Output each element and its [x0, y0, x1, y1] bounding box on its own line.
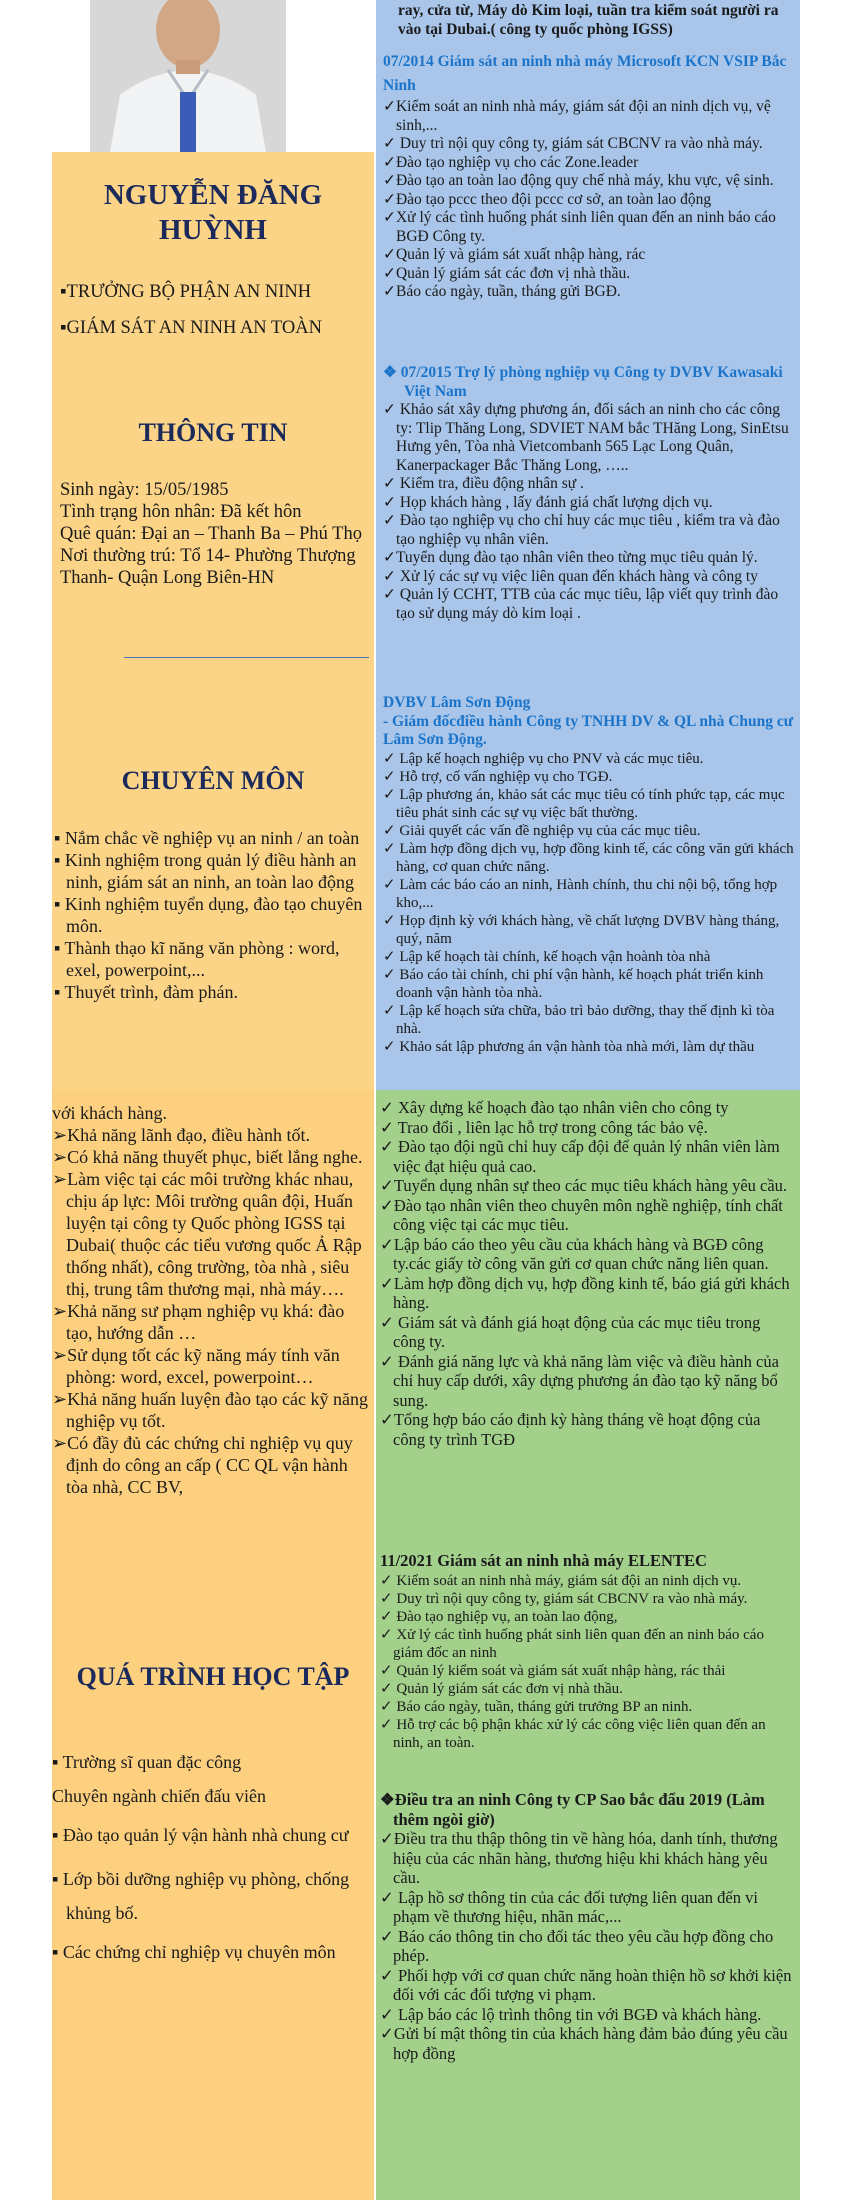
job-4-item: ✓ Báo cáo ngày, tuần, tháng gửi trưởng BP an ninh. [380, 1699, 693, 1715]
job-1-item: ✓Quản lý giám sát các đơn vị nhà thầu. [383, 264, 631, 282]
job-4-title: 11/2021 Giám sát an ninh nhà máy ELENTEC [380, 1551, 707, 1570]
experience-intro-text: ray, cửa từ, Máy dò Kim loại, tuần tra kiểm soát người ra vào tại Dubai.( công ty quốc phòng IGSS) [398, 2, 779, 38]
job-3-item: ✓ Hỗ trợ, cố vấn nghiệp vụ cho TGĐ. [383, 768, 613, 785]
job-3-more-item: ✓ Giám sát và đánh giá hoạt động của các mục tiêu trong công ty. [380, 1312, 761, 1351]
job-2-item: ✓ Khảo sát xây dựng phương án, đối sách an ninh cho các công ty: Tlip Thăng Long, SDVIET NAM bắc THăng Long, SinEtsu Hưng yên, Tòa nhà Vietcombanh 565 Lạc Long Quân, Kanerpackager Bắc Thăng Long, ….. [383, 401, 789, 474]
job-1-title: 07/2014 Giám sát an ninh nhà máy Microsoft KCN VSIP Bắc Ninh [383, 53, 787, 94]
job-2-item: ✓Tuyển dụng đào tạo nhân viên theo từng mục tiêu quản lý. [383, 549, 758, 566]
info-marital: Tình trạng hôn nhân: Đã kết hôn [60, 502, 302, 522]
job-3-more-item: ✓Làm hợp đồng dịch vụ, hợp đồng kinh tế, báo giá gửi khách hàng. [380, 1273, 790, 1312]
job-4-item: ✓ Kiểm soát an ninh nhà máy, giám sát đội an ninh dịch vụ. [380, 1573, 742, 1589]
role-2: ▪GIÁM SÁT AN NINH AN TOÀN [60, 318, 322, 338]
job-2-item: ✓ Xử lý các sự vụ việc liên quan đến khách hàng và công ty [383, 567, 758, 585]
skill-more-item: với khách hàng. [52, 1103, 167, 1123]
job-4-item: ✓ Quản lý kiểm soát và giám sát xuất nhập hàng, rác thải [380, 1663, 726, 1679]
job-2-item: ✓ Kiểm tra, điều động nhân sự . [383, 475, 584, 492]
job-4-item: ✓ Duy trì nội quy công ty, giám sát CBCNV ra vào nhà máy. [380, 1591, 748, 1607]
job-3-item: ✓ Làm hợp đồng dịch vụ, hợp đồng kinh tế, các công văn gửi khách hàng, cơ quan chức năng. [383, 840, 794, 875]
education-item: Chuyên ngành chiến đấu viên [52, 1786, 266, 1806]
education-list [52, 1750, 370, 1964]
skills-list [54, 827, 369, 1003]
job-2-item: ✓ Họp khách hàng , lấy đánh giá chất lượng dịch vụ. [383, 493, 713, 511]
job-2-item: ✓ Đào tạo nghiệp vụ cho chỉ huy các mục tiêu , kiểm tra và đào tạo nghiệp vụ nhân viên. [383, 512, 780, 548]
skill-more-item: ➢Khả năng sư phạm nghiệp vụ khá: đào tạo, hướng dẫn … [52, 1301, 345, 1343]
education-item: ▪ Trường sĩ quan đặc công [52, 1752, 242, 1772]
job-5-item: ✓ Phối hợp với cơ quan chức năng hoàn thiện hồ sơ khởi kiện đối với các đối tượng vi phạm. [380, 1965, 792, 2004]
profile-photo [90, 0, 286, 152]
job-2-item: ✓ Quản lý CCHT, TTB của các mục tiêu, lập viết quy trình đào tạo sử dụng máy dò kim loại . [383, 586, 779, 622]
job-2-title: ❖ 07/2015 Trợ lý phòng nghiệp vụ Công ty DVBV Kawasaki Việt Nam [383, 364, 783, 400]
job-5-title: ❖Điều tra an ninh Công ty CP Sao bắc đẩu 2019 (Làm thêm ngòi giờ) [380, 1790, 765, 1829]
job-3-item: ✓ Giải quyết các vấn đề nghiệp vụ của các mục tiêu. [383, 822, 701, 839]
job-4-item: ✓ Hỗ trợ các bộ phận khác xử lý các công việc liên quan đến an ninh, an toàn. [380, 1717, 766, 1751]
experience-intro [398, 2, 793, 39]
skill-more-item: ➢Sử dụng tốt các kỹ năng máy tính văn phòng: word, excel, powerpoint… [52, 1345, 340, 1387]
education-item: ▪ Lớp bồi dưỡng nghiệp vụ phòng, chống khủng bố. [52, 1869, 350, 1923]
job-3-more-item: ✓ Trao đổi , liên lạc hỗ trợ trong công tác bảo vệ. [380, 1117, 708, 1137]
skill-item: ▪ Kinh nghiệm trong quản lý điều hành an ninh, giám sát an ninh, an toàn lao động [54, 850, 357, 892]
job-1-item: ✓Xử lý các tình huống phát sinh liên quan đến an ninh báo cáo BGĐ Công ty. [383, 209, 776, 245]
job-1-item: ✓Quản lý và giám sát xuất nhập hàng, rác [383, 246, 646, 263]
job-3-item: ✓ Lập kế hoạch nghiệp vụ cho PNV và các mục tiêu. [383, 750, 704, 767]
job-3-more-item: ✓Lập báo cáo theo yêu cầu của khách hàng và BGĐ công ty.các giấy tờ công văn gửi cơ quan chức năng liên quan. [380, 1234, 769, 1273]
job-3-item: ✓ Họp định kỳ với khách hàng, về chất lượng DVBV hàng tháng, quý, năm [383, 912, 780, 947]
job-2 [383, 364, 795, 623]
skill-item: ▪ Nắm chắc về nghiệp vụ an ninh / an toàn [54, 828, 360, 848]
job-3-title: - Giám đốcđiều hành Công ty TNHH DV & QL nhà Chung cư Lâm Sơn Động. [383, 712, 794, 748]
job-4 [380, 1550, 795, 1752]
job-5-item: ✓ Báo cáo thông tin cho đối tác theo yêu cầu hợp đồng cho phép. [380, 1926, 774, 1965]
info-birth: Sinh ngày: 15/05/1985 [60, 480, 229, 500]
job-3-item: ✓ Làm các báo cáo an ninh, Hành chính, thu chi nội bộ, tổng hợp kho,... [383, 876, 778, 911]
skill-more-item: ➢Có đầy đủ các chứng chỉ nghiệp vụ quy định do công an cấp ( CC QL vận hành tòa nhà, CC BV, [52, 1433, 353, 1497]
job-5-item: ✓Gửi bí mật thông tin của khách hàng đảm bảo đúng yêu cầu hợp đồng [380, 2024, 788, 2063]
skill-item: ▪ Kinh nghiệm tuyển dụng, đào tạo chuyên môn. [54, 894, 363, 936]
job-5 [380, 1790, 795, 2063]
job-3 [383, 694, 795, 1056]
education-item: ▪ Các chứng chỉ nghiệp vụ chuyên môn [52, 1942, 336, 1962]
job-4-item: ✓ Xử lý các tình huống phát sinh liên quan đến an ninh báo cáo giám đốc an ninh [380, 1627, 764, 1661]
education-item: ▪ Đào tạo quản lý vận hành nhà chung cư [52, 1825, 349, 1845]
skill-more-item: ➢Khả năng huấn luyện đào tạo các kỹ năng nghiệp vụ tốt. [52, 1389, 368, 1431]
job-3-more-item: ✓ Đào tạo đội ngũ chỉ huy cấp đội để quản lý nhân viên làm việc đạt hiệu quả cao. [380, 1137, 780, 1176]
skill-item: ▪ Thành thạo kĩ năng văn phòng : word, exel, powerpoint,... [54, 938, 340, 980]
info-block [60, 479, 370, 589]
info-residence: Nơi thường trú: Tổ 14- Phường Thượng Thanh- Quận Long Biên-HN [60, 546, 356, 588]
job-5-item: ✓Điều tra thu thập thông tin về hàng hóa, danh tính, thương hiệu của các nhãn hàng, thương hiệu khi khách hàng yêu cầu. [380, 1829, 778, 1887]
job-3-item: ✓ Lập kế hoạch tài chính, kế hoạch vận hoành tòa nhà [383, 948, 711, 965]
info-section-title: THÔNG TIN [138, 418, 288, 447]
job-5-item: ✓ Lập báo các lộ trình thông tin với BGĐ và khách hàng. [380, 2004, 762, 2024]
skill-more-item: ➢Làm việc tại các môi trường khác nhau, chịu áp lực: Môi trường quân đội, Huấn luyện tại công ty Quốc phòng IGSS tại Dubai( thuộc các tiểu vương quốc Ả Rập thống nhất), công trường, tòa nhà , siêu thị, trung tâm thương mại, nhà máy…. [52, 1169, 362, 1299]
skill-item: ▪ Thuyết trình, đàm phán. [54, 982, 239, 1002]
job-1-item: ✓ Duy trì nội quy công ty, giám sát CBCNV ra vào nhà máy. [383, 135, 763, 152]
job-1-item: ✓Kiểm soát an ninh nhà máy, giám sát đội an ninh dịch vụ, vệ sinh,... [383, 98, 771, 134]
skills-section-title: CHUYÊN MÔN [121, 766, 305, 795]
job-1-item: ✓Đào tạo an toàn lao động quy chế nhà máy, khu vực, vệ sinh. [383, 172, 774, 189]
job-1-item: ✓Đào tạo nghiệp vụ cho các Zone.leader [383, 153, 639, 171]
job-1-item: ✓Đào tạo pccc theo đội pccc cơ sở, an toàn lao động [383, 190, 712, 208]
education-section-title: QUÁ TRÌNH HỌC TẬP [76, 1662, 350, 1691]
job-3-item: ✓ Lập phương án, khảo sát các mục tiêu có tính phức tạp, các mục tiêu phát sinh các sự vụ việc bất thường. [383, 786, 785, 821]
job-3-item: ✓ Lập kế hoạch sửa chữa, bảo trì bảo dưỡng, thay thế định kì tòa nhà. [383, 1002, 775, 1037]
job-3-item: ✓ Khảo sát lập phương án vận hành tòa nhà mới, làm dự thầu [383, 1038, 755, 1055]
skills-continued-list [52, 1102, 370, 1498]
skill-more-item: ➢Có khả năng thuyết phục, biết lắng nghe. [52, 1147, 363, 1167]
candidate-name: NGUYỄN ĐĂNG HUỲNH [103, 179, 323, 246]
job-3-more-item: ✓Tuyển dụng nhân sự theo các mục tiêu khách hàng yêu cầu. [380, 1176, 788, 1195]
job-1-item: ✓Báo cáo ngày, tuần, tháng gửi BGĐ. [383, 283, 621, 300]
info-hometown: Quê quán: Đại an – Thanh Ba – Phú Thọ [60, 524, 362, 544]
job-3-more-item: ✓Tổng hợp báo cáo định kỳ hàng tháng về hoạt động của công ty trình TGĐ [380, 1410, 761, 1449]
job-3-continued [380, 1098, 795, 1449]
divider-line [124, 657, 369, 658]
job-3-item: ✓ Báo cáo tài chính, chi phí vận hành, kế hoạch phát triển kinh doanh vận hành tòa nhà. [383, 966, 764, 1001]
job-4-item: ✓ Quản lý giám sát các đơn vị nhà thầu. [380, 1681, 623, 1697]
skill-more-item: ➢Khả năng lãnh đạo, điều hành tốt. [52, 1125, 311, 1145]
job-4-item: ✓ Đào tạo nghiệp vụ, an toàn lao động, [380, 1609, 618, 1625]
job-5-item: ✓ Lập hồ sơ thông tin của các đối tượng liên quan đến vi phạm về thương hiệu, nhãn mác,... [380, 1887, 758, 1926]
job-3-more-item: ✓Đào tạo nhân viên theo chuyên môn nghề nghiệp, tính chất công việc tại các mục tiêu. [380, 1195, 783, 1234]
job-3-more-item: ✓ Đánh giá năng lực và khả năng làm việc và điều hành của chỉ huy cấp dưới, xây dựng phương án đào tạo kỹ năng bổ sung. [380, 1351, 779, 1410]
job-1 [383, 50, 795, 302]
job-3-company: DVBV Lâm Sơn Động [383, 694, 531, 711]
person-photo-icon [90, 0, 286, 152]
role-1: ▪TRƯỞNG BỘ PHẬN AN NINH [60, 282, 312, 302]
job-3-more-item: ✓ Xây dựng kế hoạch đào tạo nhân viên cho công ty [380, 1098, 729, 1117]
